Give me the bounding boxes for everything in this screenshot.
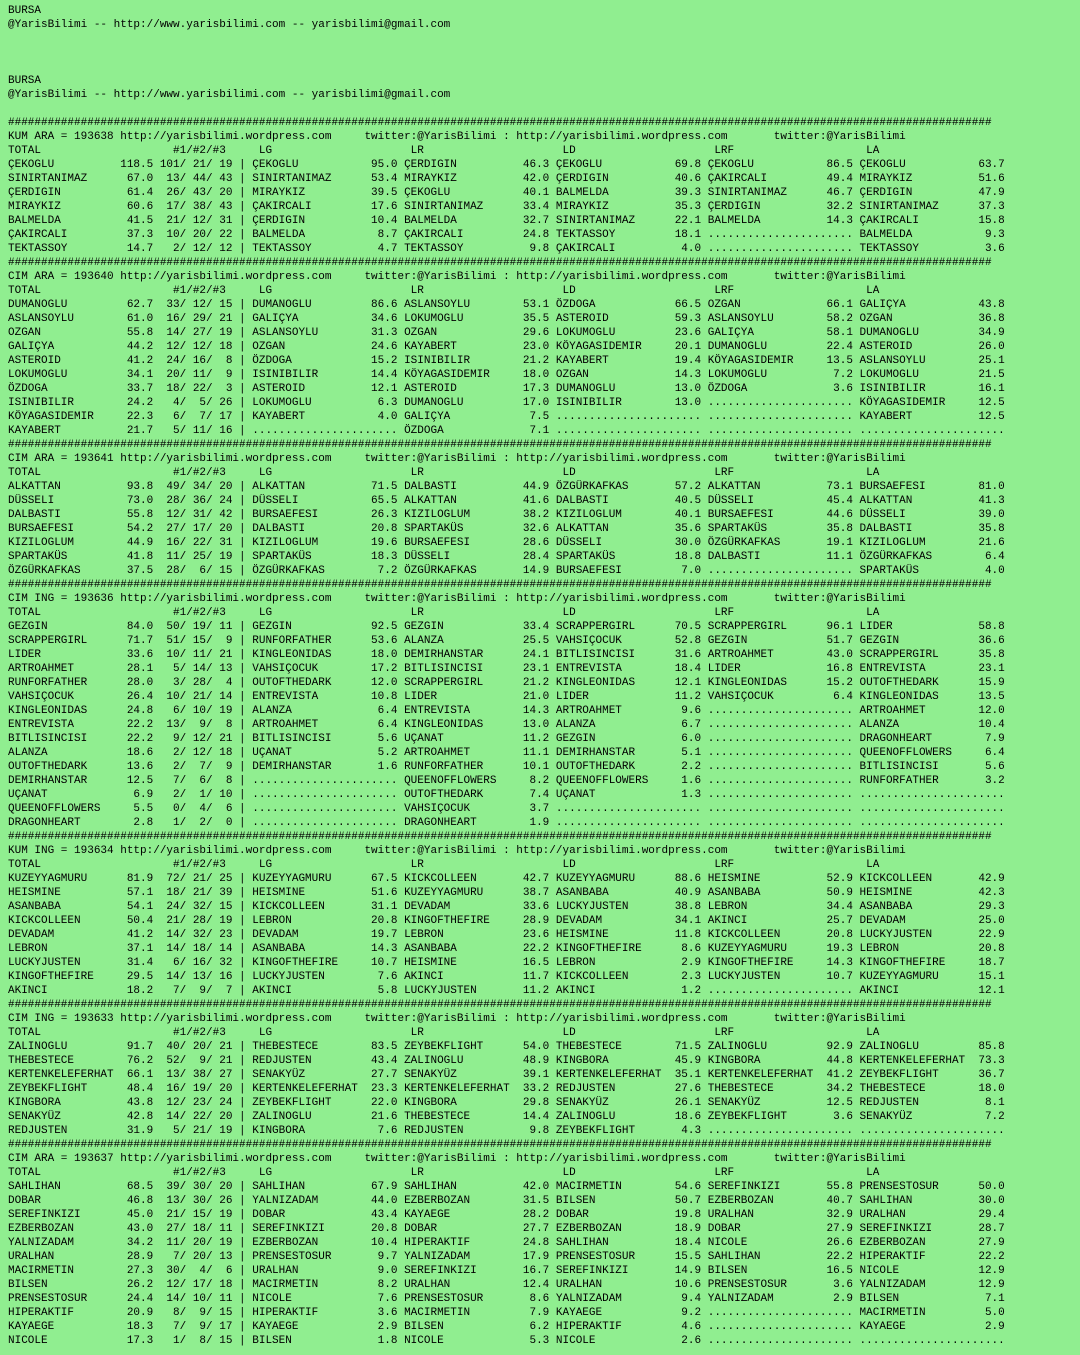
contact-line-repeat: @YarisBilimi -- http://www.yarisbilimi.com -- yarisbilimi@gmail.com bbox=[8, 89, 451, 101]
table-row: DALBASTI 55.8 12/ 31/ 42 | BURSAEFESI 26.3 KIZILOGLUM 38.2 KIZILOGLUM 40.1 BURSAEFESI 44.6 DÜSSELI 39.0 bbox=[8, 509, 1005, 521]
contact-line: @YarisBilimi -- http://www.yarisbilimi.com -- yarisbilimi@gmail.com bbox=[8, 19, 451, 31]
separator-line: ##################################################################################################################################################### bbox=[8, 1139, 992, 1151]
table-row: THEBESTECE 76.2 52/ 9/ 21 | REDJUSTEN 43.4 ZALINOGLU 48.9 KINGBORA 45.9 KINGBORA 44.8 KERTENKELEFERHAT 73.3 bbox=[8, 1055, 1005, 1067]
table-row: DEVADAM 41.2 14/ 32/ 23 | DEVADAM 19.7 LEBRON 23.6 HEISMINE 11.8 KICKCOLLEEN 20.8 LUCKYJUSTEN 22.9 bbox=[8, 929, 1005, 941]
table-row: SINIRTANIMAZ 67.0 13/ 44/ 43 | SINIRTANIMAZ 53.4 MIRAYKIZ 42.0 ÇERDIGIN 40.6 ÇAKIRCALI 49.4 MIRAYKIZ 51.6 bbox=[8, 173, 1005, 185]
table-row: SCRAPPERGIRL 71.7 51/ 15/ 9 | RUNFORFATHER 53.6 ALANZA 25.5 VAHSIÇOCUK 52.8 GEZGIN 51.7 GEZGIN 36.6 bbox=[8, 635, 1005, 647]
table-row: ÇEKOGLU 118.5 101/ 21/ 19 | ÇEKOGLU 95.0 ÇERDIGIN 46.3 ÇEKOGLU 69.8 ÇEKOGLU 86.5 ÇEKOGLU 63.7 bbox=[8, 159, 1005, 171]
city-title: BURSA bbox=[8, 5, 42, 17]
table-row: QUEENOFFLOWERS 5.5 0/ 4/ 6 | ...................... VAHSIÇOCUK 3.7 ...................... ...................... ...................... bbox=[8, 803, 1005, 815]
table-row: ÇERDIGIN 61.4 26/ 43/ 20 | MIRAYKIZ 39.5 ÇEKOGLU 40.1 BALMELDA 39.3 SINIRTANIMAZ 46.7 ÇERDIGIN 47.9 bbox=[8, 187, 1005, 199]
table-row: ALANZA 18.6 2/ 12/ 18 | UÇANAT 5.2 ARTROAHMET 11.1 DEMIRHANSTAR 5.1 ...................... QUEENOFFLOWERS 6.4 bbox=[8, 747, 1005, 759]
table-row: EZBERBOZAN 43.0 27/ 18/ 11 | SEREFINKIZI 20.8 DOBAR 27.7 EZBERBOZAN 18.9 DOBAR 27.9 SEREFINKIZI 28.7 bbox=[8, 1223, 1005, 1235]
race-tables bbox=[8, 116, 1080, 1348]
column-header: TOTAL #1/#2/#3 LG LR LD LRF LA bbox=[8, 1167, 880, 1179]
race-header: CIM ARA = 193641 http://yarisbilimi.wordpress.com twitter:@YarisBilimi : http://yarisbilimi.wordpress.com twitter:@YarisBilimi bbox=[8, 453, 906, 465]
table-row: LEBRON 37.1 14/ 18/ 14 | ASANBABA 14.3 ASANBABA 22.2 KINGOFTHEFIRE 8.6 KUZEYYAGMURU 19.3 LEBRON 20.8 bbox=[8, 943, 1005, 955]
table-row: KICKCOLLEEN 50.4 21/ 28/ 19 | LEBRON 20.8 KINGOFTHEFIRE 28.9 DEVADAM 34.1 AKINCI 25.7 DEVADAM 25.0 bbox=[8, 915, 1005, 927]
separator-line: ##################################################################################################################################################### bbox=[8, 831, 992, 843]
table-row: KUZEYYAGMURU 81.9 72/ 21/ 25 | KUZEYYAGMURU 67.5 KICKCOLLEEN 42.7 KUZEYYAGMURU 88.6 HEISMINE 52.9 KICKCOLLEEN 42.9 bbox=[8, 873, 1005, 885]
separator-line: ##################################################################################################################################################### bbox=[8, 579, 992, 591]
blank-line bbox=[8, 102, 1080, 116]
table-row: SAHLIHAN 68.5 39/ 30/ 20 | SAHLIHAN 67.9 SAHLIHAN 42.0 MACIRMETIN 54.6 SEREFINKIZI 55.8 PRENSESTOSUR 50.0 bbox=[8, 1181, 1005, 1193]
table-row: DRAGONHEART 2.8 1/ 2/ 0 | ...................... DRAGONHEART 1.9 ...................... ...................... ...................... bbox=[8, 817, 1005, 829]
table-row: BILSEN 26.2 12/ 17/ 18 | MACIRMETIN 8.2 URALHAN 12.4 URALHAN 10.6 PRENSESTOSUR 3.6 YALNIZADAM 12.9 bbox=[8, 1279, 1005, 1291]
table-row: ALKATTAN 93.8 49/ 34/ 20 | ALKATTAN 71.5 DALBASTI 44.9 ÖZGÜRKAFKAS 57.2 ALKATTAN 73.1 BURSAEFESI 81.0 bbox=[8, 481, 1005, 493]
city-title-repeat: BURSA bbox=[8, 75, 42, 87]
table-row: DOBAR 46.8 13/ 30/ 26 | YALNIZADAM 44.0 EZBERBOZAN 31.5 BILSEN 50.7 EZBERBOZAN 40.7 SAHLIHAN 30.0 bbox=[8, 1195, 1005, 1207]
table-row: MACIRMETIN 27.3 30/ 4/ 6 | URALHAN 9.0 SEREFINKIZI 16.7 SEREFINKIZI 14.9 BILSEN 16.5 NICOLE 12.9 bbox=[8, 1265, 1005, 1277]
table-row: ZALINOGLU 91.7 40/ 20/ 21 | THEBESTECE 83.5 ZEYBEKFLIGHT 54.0 THEBESTECE 71.5 ZALINOGLU 92.9 ZALINOGLU 85.8 bbox=[8, 1041, 1005, 1053]
table-row: SENAKYÜZ 42.8 14/ 22/ 20 | ZALINOGLU 21.6 THEBESTECE 14.4 ZALINOGLU 18.6 ZEYBEKFLIGHT 3.6 SENAKYÜZ 7.2 bbox=[8, 1111, 1005, 1123]
separator-line: ##################################################################################################################################################### bbox=[8, 257, 992, 269]
table-row: REDJUSTEN 31.9 5/ 21/ 19 | KINGBORA 7.6 REDJUSTEN 9.8 ZEYBEKFLIGHT 4.3 ...................... ...................... bbox=[8, 1125, 1005, 1137]
table-row: SEREFINKIZI 45.0 21/ 15/ 19 | DOBAR 43.4 KAYAEGE 28.2 DOBAR 19.8 URALHAN 32.9 URALHAN 29.4 bbox=[8, 1209, 1005, 1221]
race-header: CIM ARA = 193640 http://yarisbilimi.wordpress.com twitter:@YarisBilimi : http://yarisbilimi.wordpress.com twitter:@YarisBilimi bbox=[8, 271, 906, 283]
table-row: ASTEROID 41.2 24/ 16/ 8 | ÖZDOGA 15.2 ISINIBILIR 21.2 KAYABERT 19.4 KÖYAGASIDEMIR 13.5 ASLANSOYLU 25.1 bbox=[8, 355, 1005, 367]
column-header: TOTAL #1/#2/#3 LG LR LD LRF LA bbox=[8, 859, 880, 871]
table-row: ÖZGÜRKAFKAS 37.5 28/ 6/ 15 | ÖZGÜRKAFKAS 7.2 ÖZGÜRKAFKAS 14.9 BURSAEFESI 7.0 ...................... SPARTAKÜS 4.0 bbox=[8, 565, 1005, 577]
table-row: OUTOFTHEDARK 13.6 2/ 7/ 9 | DEMIRHANSTAR 1.6 RUNFORFATHER 10.1 OUTOFTHEDARK 2.2 ...................... BITLISINCISI 5.6 bbox=[8, 761, 1005, 773]
table-row: KINGBORA 43.8 12/ 23/ 24 | ZEYBEKFLIGHT 22.0 KINGBORA 29.8 SENAKYÜZ 26.1 SENAKYÜZ 12.5 REDJUSTEN 8.1 bbox=[8, 1097, 1005, 1109]
table-row: KIZILOGLUM 44.9 16/ 22/ 31 | KIZILOGLUM 19.6 BURSAEFESI 28.6 DÜSSELI 30.0 ÖZGÜRKAFKAS 19.1 KIZILOGLUM 21.6 bbox=[8, 537, 1005, 549]
table-row: RUNFORFATHER 28.0 3/ 28/ 4 | OUTOFTHEDARK 12.0 SCRAPPERGIRL 21.2 KINGLEONIDAS 12.1 KINGLEONIDAS 15.2 OUTOFTHEDARK 15.9 bbox=[8, 677, 1005, 689]
blank-line bbox=[8, 32, 1080, 46]
table-row: DÜSSELI 73.0 28/ 36/ 24 | DÜSSELI 65.5 ALKATTAN 41.6 DALBASTI 40.5 DÜSSELI 45.4 ALKATTAN 41.3 bbox=[8, 495, 1005, 507]
race-header: KUM ING = 193634 http://yarisbilimi.wordpress.com twitter:@YarisBilimi : http://yarisbilimi.wordpress.com twitter:@YarisBilimi bbox=[8, 845, 906, 857]
table-row: ASLANSOYLU 61.0 16/ 29/ 21 | GALIÇYA 34.6 LOKUMOGLU 35.5 ASTEROID 59.3 ASLANSOYLU 58.2 OZGAN 36.8 bbox=[8, 313, 1005, 325]
table-row: HIPERAKTIF 20.9 8/ 9/ 15 | HIPERAKTIF 3.6 MACIRMETIN 7.9 KAYAEGE 9.2 ...................... MACIRMETIN 5.0 bbox=[8, 1307, 1005, 1319]
separator-line: ##################################################################################################################################################### bbox=[8, 439, 992, 451]
column-header: TOTAL #1/#2/#3 LG LR LD LRF LA bbox=[8, 145, 880, 157]
column-header: TOTAL #1/#2/#3 LG LR LD LRF LA bbox=[8, 607, 880, 619]
table-row: BURSAEFESI 54.2 27/ 17/ 20 | DALBASTI 20.8 SPARTAKÜS 32.6 ALKATTAN 35.6 SPARTAKÜS 35.8 DALBASTI 35.8 bbox=[8, 523, 1005, 535]
table-row: UÇANAT 6.9 2/ 1/ 10 | ...................... OUTOFTHEDARK 7.4 UÇANAT 1.3 ...................... ...................... bbox=[8, 789, 1005, 801]
table-row: LUCKYJUSTEN 31.4 6/ 16/ 32 | KINGOFTHEFIRE 10.7 HEISMINE 16.5 LEBRON 2.9 KINGOFTHEFIRE 14.3 KINGOFTHEFIRE 18.7 bbox=[8, 957, 1005, 969]
table-row: LOKUMOGLU 34.1 20/ 11/ 9 | ISINIBILIR 14.4 KÖYAGASIDEMIR 18.0 OZGAN 14.3 LOKUMOGLU 7.2 LOKUMOGLU 21.5 bbox=[8, 369, 1005, 381]
table-row: MIRAYKIZ 60.6 17/ 38/ 43 | ÇAKIRCALI 17.6 SINIRTANIMAZ 33.4 MIRAYKIZ 35.3 ÇERDIGIN 32.2 SINIRTANIMAZ 37.3 bbox=[8, 201, 1005, 213]
table-row: OZGAN 55.8 14/ 27/ 19 | ASLANSOYLU 31.3 OZGAN 29.6 LOKUMOGLU 23.6 GALIÇYA 58.1 DUMANOGLU 34.9 bbox=[8, 327, 1005, 339]
table-row: ARTROAHMET 28.1 5/ 14/ 13 | VAHSIÇOCUK 17.2 BITLISINCISI 23.1 ENTREVISTA 18.4 LIDER 16.8 ENTREVISTA 23.1 bbox=[8, 663, 1005, 675]
table-row: BITLISINCISI 22.2 9/ 12/ 21 | BITLISINCISI 5.6 UÇANAT 11.2 GEZGIN 6.0 ...................... DRAGONHEART 7.9 bbox=[8, 733, 1005, 745]
table-row: TEKTASSOY 14.7 2/ 12/ 12 | TEKTASSOY 4.7 TEKTASSOY 9.8 ÇAKIRCALI 4.0 ...................... TEKTASSOY 3.6 bbox=[8, 243, 1005, 255]
table-row: ASANBABA 54.1 24/ 32/ 15 | KICKCOLLEEN 31.1 DEVADAM 33.6 LUCKYJUSTEN 38.8 LEBRON 34.4 ASANBABA 29.3 bbox=[8, 901, 1005, 913]
race-header: CIM ING = 193636 http://yarisbilimi.wordpress.com twitter:@YarisBilimi : http://yarisbilimi.wordpress.com twitter:@YarisBilimi bbox=[8, 593, 906, 605]
table-row: GEZGIN 84.0 50/ 19/ 11 | GEZGIN 92.5 GEZGIN 33.4 SCRAPPERGIRL 70.5 SCRAPPERGIRL 96.1 LIDER 58.8 bbox=[8, 621, 1005, 633]
blank-line bbox=[8, 60, 1080, 74]
column-header: TOTAL #1/#2/#3 LG LR LD LRF LA bbox=[8, 467, 880, 479]
table-row: HEISMINE 57.1 18/ 21/ 39 | HEISMINE 51.6 KUZEYYAGMURU 38.7 ASANBABA 40.9 ASANBABA 50.9 HEISMINE 42.3 bbox=[8, 887, 1005, 899]
table-row: NICOLE 17.3 1/ 8/ 15 | BILSEN 1.8 NICOLE 5.3 NICOLE 2.6 ...................... ...................... bbox=[8, 1335, 1005, 1347]
table-row: YALNIZADAM 34.2 11/ 20/ 19 | EZBERBOZAN 10.4 HIPERAKTIF 24.8 SAHLIHAN 18.4 NICOLE 26.6 EZBERBOZAN 27.9 bbox=[8, 1237, 1005, 1249]
table-row: ENTREVISTA 22.2 13/ 9/ 8 | ARTROAHMET 6.4 KINGLEONIDAS 13.0 ALANZA 6.7 ...................... ALANZA 10.4 bbox=[8, 719, 1005, 731]
table-row: KAYAEGE 18.3 7/ 9/ 17 | KAYAEGE 2.9 BILSEN 6.2 HIPERAKTIF 4.6 ...................... KAYAEGE 2.9 bbox=[8, 1321, 1005, 1333]
race-header: KUM ARA = 193638 http://yarisbilimi.wordpress.com twitter:@YarisBilimi : http://yarisbilimi.wordpress.com twitter:@YarisBilimi bbox=[8, 131, 906, 143]
separator-line: ##################################################################################################################################################### bbox=[8, 999, 992, 1011]
table-row: KINGOFTHEFIRE 29.5 14/ 13/ 16 | LUCKYJUSTEN 7.6 AKINCI 11.7 KICKCOLLEEN 2.3 LUCKYJUSTEN 10.7 KUZEYYAGMURU 15.1 bbox=[8, 971, 1005, 983]
table-row: KINGLEONIDAS 24.8 6/ 10/ 19 | ALANZA 6.4 ENTREVISTA 14.3 ARTROAHMET 9.6 ...................... ARTROAHMET 12.0 bbox=[8, 705, 1005, 717]
table-row: BALMELDA 41.5 21/ 12/ 31 | ÇERDIGIN 10.4 BALMELDA 32.7 SINIRTANIMAZ 22.1 BALMELDA 14.3 ÇAKIRCALI 15.8 bbox=[8, 215, 1005, 227]
table-row: AKINCI 18.2 7/ 9/ 7 | AKINCI 5.8 LUCKYJUSTEN 11.2 AKINCI 1.2 ...................... AKINCI 12.1 bbox=[8, 985, 1005, 997]
table-row: VAHSIÇOCUK 26.4 10/ 21/ 14 | ENTREVISTA 10.8 LIDER 21.0 LIDER 11.2 VAHSIÇOCUK 6.4 KINGLEONIDAS 13.5 bbox=[8, 691, 1005, 703]
separator-line: ##################################################################################################################################################### bbox=[8, 117, 992, 129]
race-header: CIM ARA = 193637 http://yarisbilimi.wordpress.com twitter:@YarisBilimi : http://yarisbilimi.wordpress.com twitter:@YarisBilimi bbox=[8, 1153, 906, 1165]
table-row: DEMIRHANSTAR 12.5 7/ 6/ 8 | ...................... QUEENOFFLOWERS 8.2 QUEENOFFLOWERS 1.6 ...................... RUNFORFATHER 3.2 bbox=[8, 775, 1005, 787]
table-row: ZEYBEKFLIGHT 48.4 16/ 19/ 20 | KERTENKELEFERHAT 23.3 KERTENKELEFERHAT 33.2 REDJUSTEN 27.6 THEBESTECE 34.2 THEBESTECE 18.0 bbox=[8, 1083, 1005, 1095]
table-row: ÖZDOGA 33.7 18/ 22/ 3 | ASTEROID 12.1 ASTEROID 17.3 DUMANOGLU 13.0 ÖZDOGA 3.6 ISINIBILIR 16.1 bbox=[8, 383, 1005, 395]
table-row: KAYABERT 21.7 5/ 11/ 16 | ...................... ÖZDOGA 7.1 ...................... ...................... ...................... bbox=[8, 425, 1005, 437]
column-header: TOTAL #1/#2/#3 LG LR LD LRF LA bbox=[8, 1027, 880, 1039]
table-row: KÖYAGASIDEMIR 22.3 6/ 7/ 17 | KAYABERT 4.0 GALIÇYA 7.5 ...................... ...................... KAYABERT 12.5 bbox=[8, 411, 1005, 423]
race-header: CIM ING = 193633 http://yarisbilimi.wordpress.com twitter:@YarisBilimi : http://yarisbilimi.wordpress.com twitter:@YarisBilimi bbox=[8, 1013, 906, 1025]
table-row: PRENSESTOSUR 24.4 14/ 10/ 11 | NICOLE 7.6 PRENSESTOSUR 8.6 YALNIZADAM 9.4 YALNIZADAM 2.9 BILSEN 7.1 bbox=[8, 1293, 1005, 1305]
table-row: KERTENKELEFERHAT 66.1 13/ 38/ 27 | SENAKYÜZ 27.7 SENAKYÜZ 39.1 KERTENKELEFERHAT 35.1 KERTENKELEFERHAT 41.2 ZEYBEKFLIGHT 36.7 bbox=[8, 1069, 1005, 1081]
table-row: ÇAKIRCALI 37.3 10/ 20/ 22 | BALMELDA 8.7 ÇAKIRCALI 24.8 TEKTASSOY 18.1 ...................... BALMELDA 9.3 bbox=[8, 229, 1005, 241]
blank-line bbox=[8, 46, 1080, 60]
table-row: SPARTAKÜS 41.8 11/ 25/ 19 | SPARTAKÜS 18.3 DÜSSELI 28.4 SPARTAKÜS 18.8 DALBASTI 11.1 ÖZGÜRKAFKAS 6.4 bbox=[8, 551, 1005, 563]
table-row: LIDER 33.6 10/ 11/ 21 | KINGLEONIDAS 18.0 DEMIRHANSTAR 24.1 BITLISINCISI 31.6 ARTROAHMET 43.0 SCRAPPERGIRL 35.8 bbox=[8, 649, 1005, 661]
table-row: URALHAN 28.9 7/ 20/ 13 | PRENSESTOSUR 9.7 YALNIZADAM 17.9 PRENSESTOSUR 15.5 SAHLIHAN 22.2 HIPERAKTIF 22.2 bbox=[8, 1251, 1005, 1263]
table-row: ISINIBILIR 24.2 4/ 5/ 26 | LOKUMOGLU 6.3 DUMANOGLU 17.0 ISINIBILIR 13.0 ...................... KÖYAGASIDEMIR 12.5 bbox=[8, 397, 1005, 409]
table-row: GALIÇYA 44.2 12/ 12/ 18 | OZGAN 24.6 KAYABERT 23.0 KÖYAGASIDEMIR 20.1 DUMANOGLU 22.4 ASTEROID 26.0 bbox=[8, 341, 1005, 353]
table-row: DUMANOGLU 62.7 33/ 12/ 15 | DUMANOGLU 86.6 ASLANSOYLU 53.1 ÖZDOGA 66.5 OZGAN 66.1 GALIÇYA 43.8 bbox=[8, 299, 1005, 311]
column-header: TOTAL #1/#2/#3 LG LR LD LRF LA bbox=[8, 285, 880, 297]
